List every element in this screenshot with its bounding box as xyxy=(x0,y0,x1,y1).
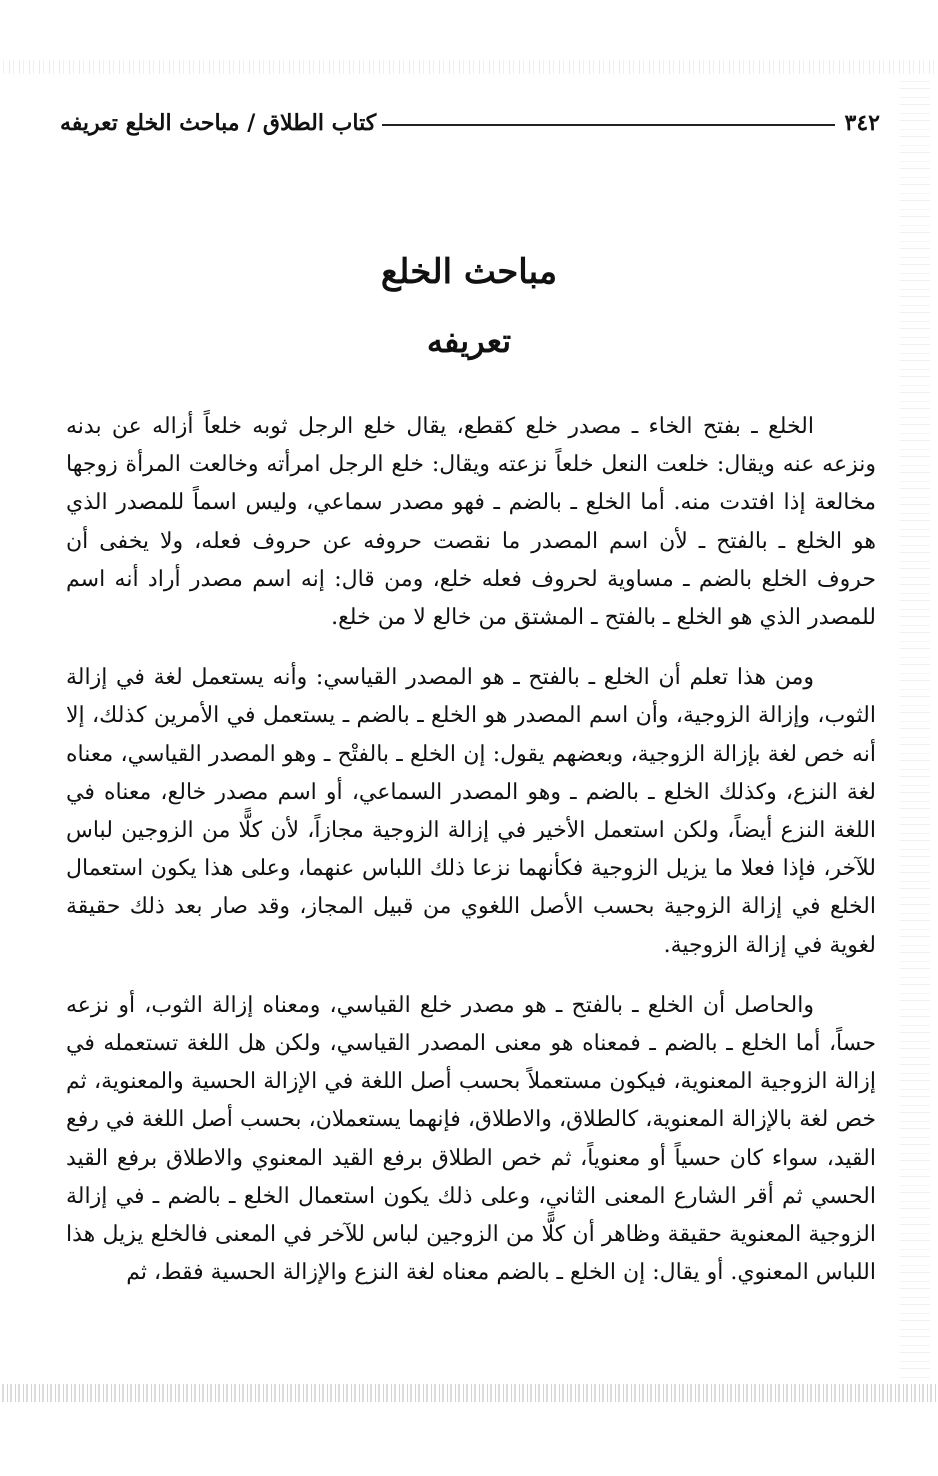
running-head-title: كتاب الطلاق / مباحث الخلع تعريفه xyxy=(60,110,377,136)
header-rule xyxy=(382,124,834,126)
scan-edge-bottom xyxy=(0,1384,938,1402)
section-title: تعريفه xyxy=(426,322,512,360)
running-head xyxy=(60,96,880,136)
paragraph-1: الخلع ـ بفتح الخاء ـ مصدر خلع كقطع، يقال خلع الرجل ثوبه خلعاً أزاله عن بدنه ونزعه عنه ويقال: خلعت النعل خلعاً نزعته ويقال: خلع الرجل امرأته وخالعت المرأة زوجها مخالعة إذا افتدت منه. أما الخلع ـ بالضم ـ فهو مصدر سماعي، وليس اسماً للمصدر الذي هو الخلع ـ بالفتح ـ لأن اسم المصدر ما نقصت حروفه عن حروف فعله، ولا يخفى أن حروف الخلع بالضم ـ مساوية لحروف فعله خلع، ومن قال: إنه اسم مصدر أراد أنه اسم للمصدر الذي هو الخلع ـ بالفتح ـ المشتق من خالع لا من خلع. xyxy=(66,414,876,631)
paragraph-2: ومن هذا تعلم أن الخلع ـ بالفتح ـ هو المصدر القياسي: وأنه يستعمل لغة في إزالة الثوب، وإزالة الزوجية، وأن اسم المصدر هو الخلع ـ بالضم ـ يستعمل في الأمرين كذلك، إلا أنه خص لغة بإزالة الزوجية، وبعضهم يقول: إن الخلع ـ بالفتْح ـ وهو المصدر القياسي، معناه لغة النزع، وكذلك الخلع ـ بالضم ـ وهو المصدر السماعي، أو اسم مصدر خالع، معناه في اللغة النزع أيضاً، ولكن استعمل الأخير في إزالة الزوجية مجازاً، لأن كلًّا من الزوجين لباس للآخر، فإذا فعلا ما يزيل الزوجية فكأنهما نزعا ذلك اللباس عنهما، وعلى هذا يكون استعمال الخلع في إزالة الزوجية بحسب الأصل اللغوي من قبيل المجاز، وقد صار بعد ذلك حقيقة لغوية في إزالة الزوجية. xyxy=(66,665,876,958)
chapter-title: مباحث الخلع xyxy=(380,252,558,292)
paragraph-3: والحاصل أن الخلع ـ بالفتح ـ هو مصدر خلع القياسي، ومعناه إزالة الثوب، أو نزعه حساً، أما الخلع ـ بالضم ـ فمعناه هو معنى المصدر القياسي، ولكن هل اللغة تستعمله في إزالة الزوجية المعنوية، فيكون مستعملاً بحسب أصل اللغة في الإزالة الحسية والمعنوية، ثم خص لغة بالإزالة المعنوية، كالطلاق، والاطلاق، فإنهما يستعملان، بحسب أصل اللغة في رفع القيد، سواء كان حسياً أو معنوياً، ثم خص الطلاق برفع القيد المعنوي والاطلاق برفع القيد الحسي ثم أقر الشارع المعنى الثاني، وعلى ذلك يكون استعمال الخلع ـ بالضم ـ في إزالة الزوجية المعنوية حقيقة وظاهر أن كلًّا من الزوجين لباس للآخر في المعنى فالخلع يزيل هذا اللباس المعنوي. أو يقال: إن الخلع ـ بالضم معناه لغة النزع والإزالة الحسية فقط، ثم xyxy=(66,992,877,1286)
body-text xyxy=(66,408,876,1314)
page-number: ٣٤٢ xyxy=(844,110,880,136)
scan-edge-top xyxy=(0,60,938,74)
